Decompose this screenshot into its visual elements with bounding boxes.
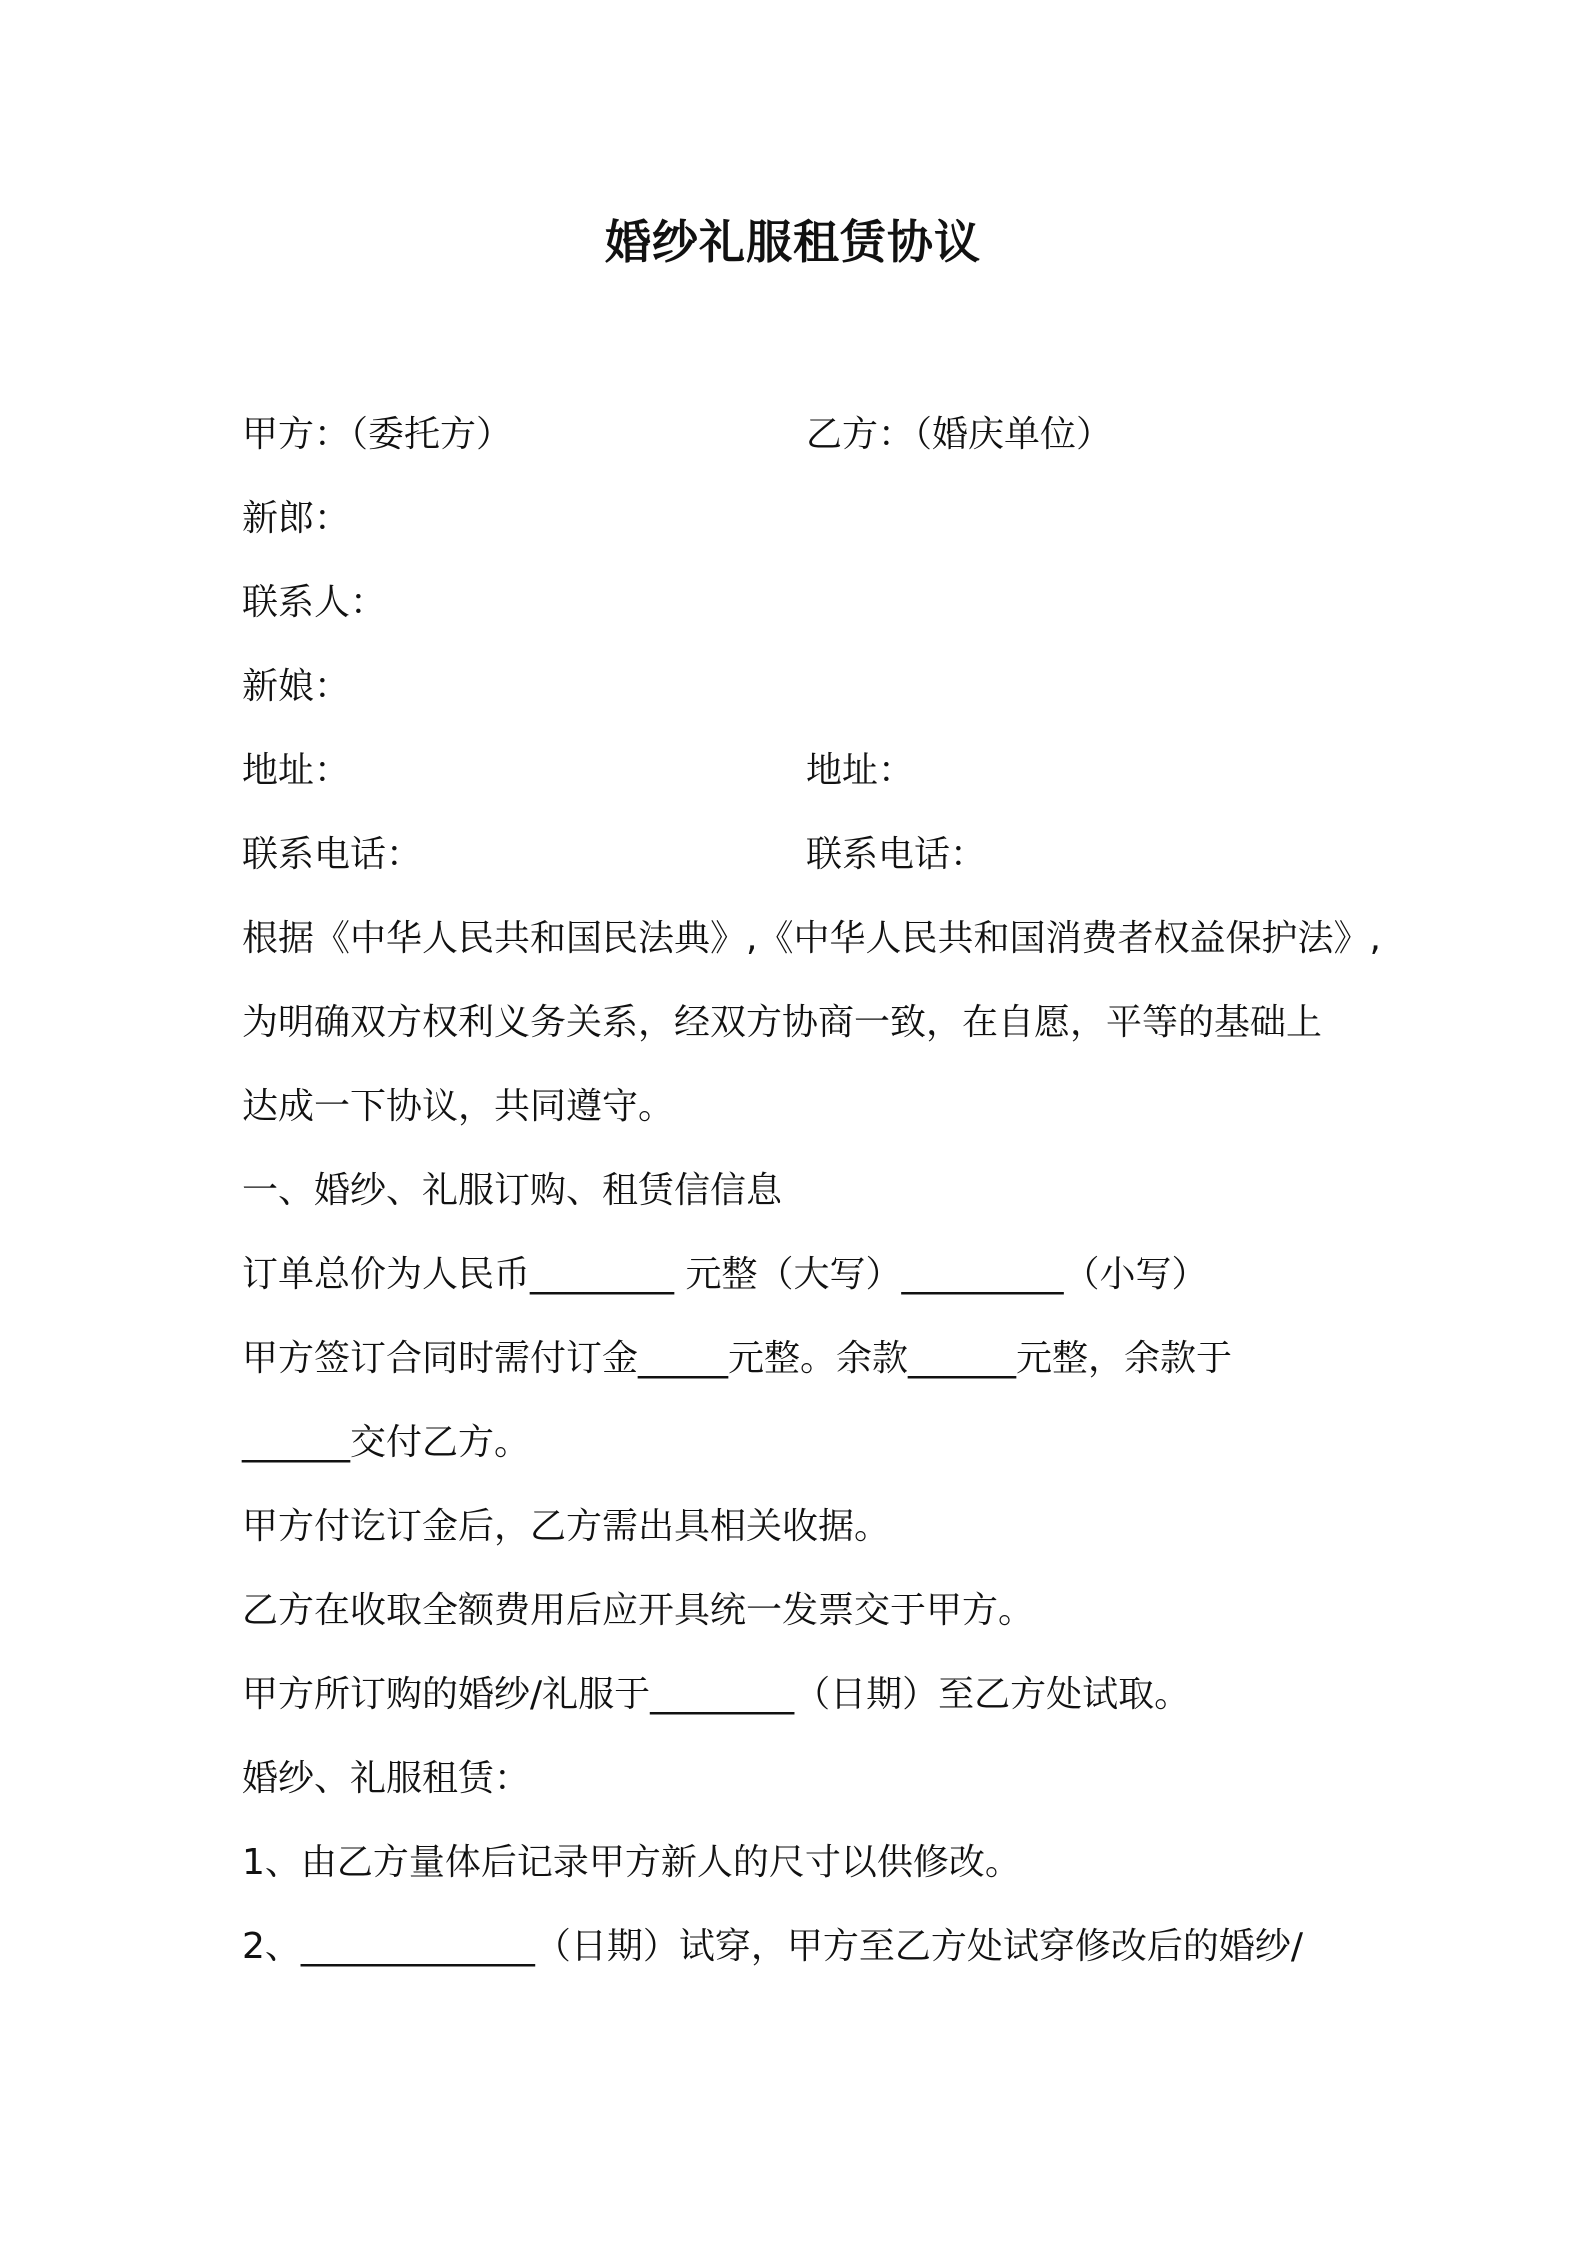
party-a-header: 甲方：（委托方）	[242, 414, 513, 455]
party-b-header: 乙方：（婚庆单位）	[806, 414, 1113, 455]
section-line: 婚纱、礼服租赁：	[242, 1758, 531, 1799]
section-line: ______交付乙方。	[242, 1422, 531, 1463]
section-line: 甲方付讫订金后，乙方需出具相关收据。	[242, 1506, 891, 1547]
section-line: 甲方所订购的婚纱/礼服于________（日期）至乙方处试取。	[242, 1674, 1191, 1715]
preamble-line: 达成一下协议，共同遵守。	[242, 1086, 675, 1127]
section-line: 甲方签订合同时需付订金_____元整。余款______元整，余款于	[242, 1338, 1233, 1379]
party-a-phone-label: 联系电话：	[242, 834, 423, 875]
preamble-line: 为明确双方权利义务关系，经双方协商一致，在自愿，平等的基础上	[242, 1002, 1323, 1043]
section-line: 订单总价为人民币________ 元整（大写）_________（小写）	[242, 1254, 1208, 1295]
party-b-address-label: 地址：	[806, 750, 915, 791]
bride-label: 新娘：	[242, 666, 351, 707]
contact-person-label: 联系人：	[242, 582, 387, 623]
section-heading: 一、婚纱、礼服订购、租赁信信息	[242, 1170, 783, 1211]
section-line: 2、_____________（日期）试穿，甲方至乙方处试穿修改后的婚纱/	[242, 1926, 1304, 1967]
groom-label: 新郎：	[242, 498, 351, 539]
section-line: 1、由乙方量体后记录甲方新人的尺寸以供修改。	[242, 1842, 1021, 1883]
section-line: 乙方在收取全额费用后应开具统一发票交于甲方。	[242, 1590, 1035, 1631]
party-b-phone-label: 联系电话：	[806, 834, 987, 875]
party-a-address-label: 地址：	[242, 750, 351, 791]
document-title: 婚纱礼服租赁协议	[605, 215, 981, 269]
preamble-line: 根据《中华人民共和国民法典》,《中华人民共和国消费者权益保护法》,	[242, 918, 1381, 959]
